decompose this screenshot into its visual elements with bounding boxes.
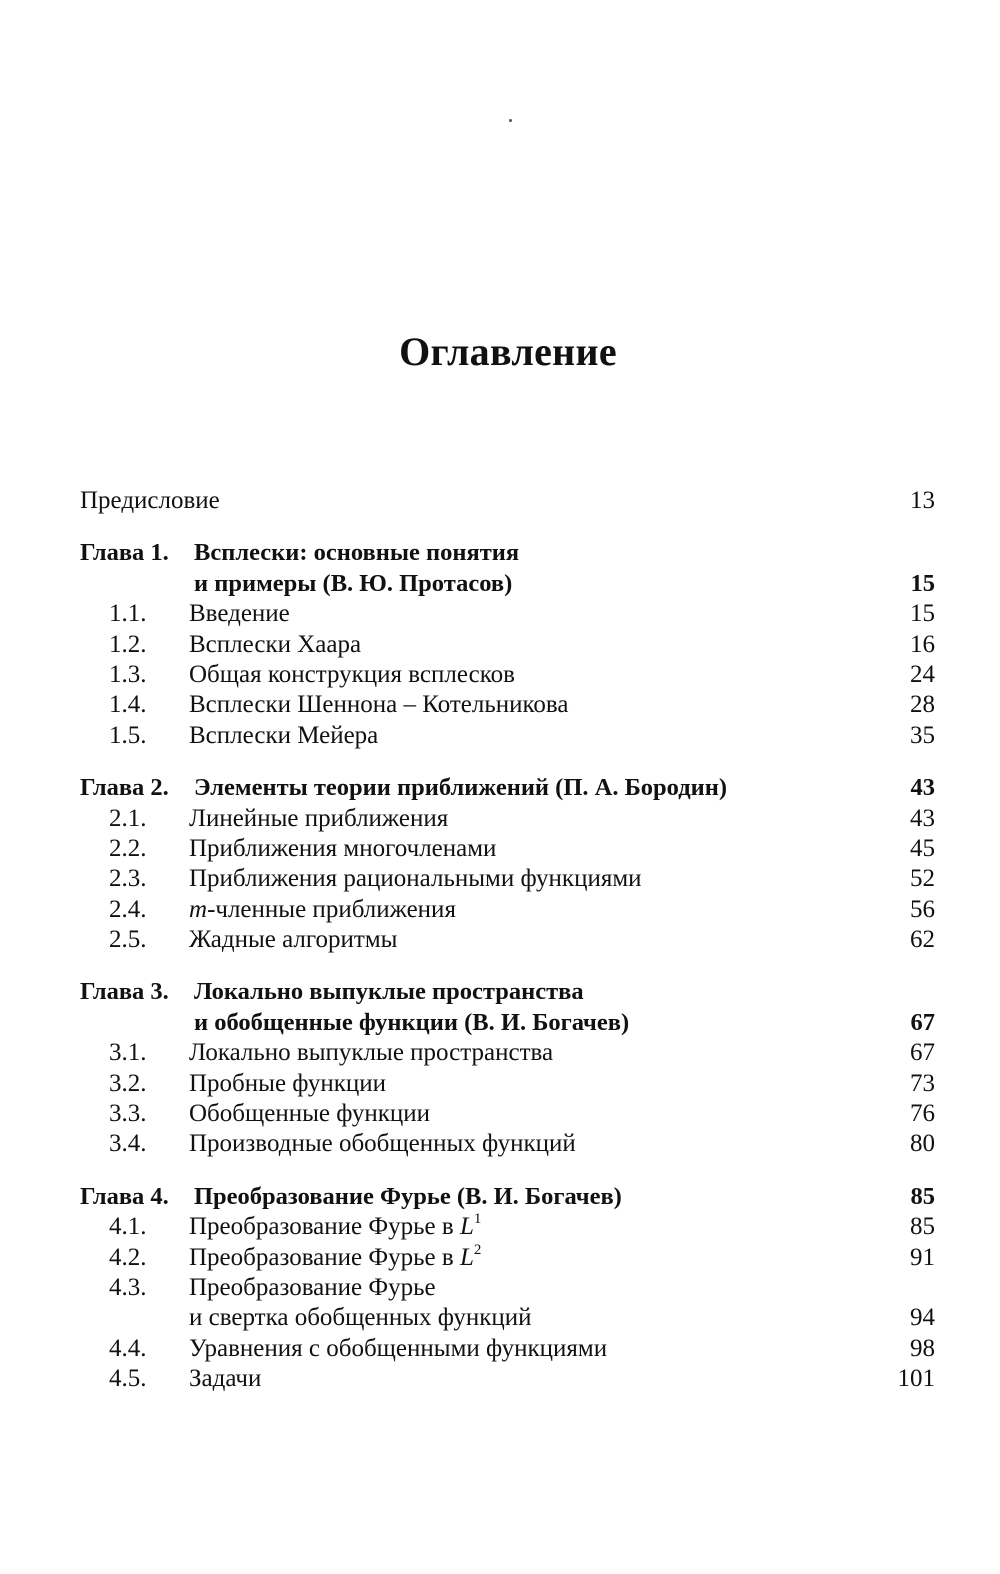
section-number: 2.4. xyxy=(109,895,147,923)
toc-chapter-4[interactable] xyxy=(80,1182,935,1212)
preface-page: 13 xyxy=(910,487,935,514)
section-page: 80 xyxy=(910,1130,935,1158)
chapter-2-prefix: Глава 2. xyxy=(80,774,169,802)
section-page: 67 xyxy=(910,1039,935,1067)
section-title: Общая конструкция всплесков xyxy=(189,660,515,688)
section-page: 43 xyxy=(910,804,935,832)
toc-section-4-3-line-2[interactable] xyxy=(80,1303,935,1333)
toc-section-4-5[interactable] xyxy=(80,1364,935,1394)
section-title: Введение xyxy=(189,600,290,628)
toc-section-2-4[interactable] xyxy=(80,895,935,925)
section-title: Всплески Шеннона – Котельникова xyxy=(189,691,569,719)
section-page: 91 xyxy=(910,1243,935,1271)
section-title-line-2: и свертка обобщенных функций xyxy=(189,1304,532,1332)
toc-section-3-4[interactable] xyxy=(80,1129,935,1159)
section-number: 2.1. xyxy=(109,804,147,832)
section-title-line-1: Преобразование Фурье xyxy=(189,1273,436,1301)
section-title: Всплески Мейера xyxy=(189,721,379,749)
chapter-2-page: 43 xyxy=(910,774,935,802)
section-page: 62 xyxy=(910,926,935,954)
chapter-3-page: 67 xyxy=(910,1008,935,1036)
math-superscript: 2 xyxy=(473,1241,482,1258)
toc-section-3-3[interactable] xyxy=(80,1099,935,1129)
section-title xyxy=(189,895,456,925)
toc-section-1-2[interactable] xyxy=(80,630,935,660)
section-number: 2.3. xyxy=(109,865,147,893)
section-title: Приближения рациональными функциями xyxy=(189,865,642,893)
preface-label: Предисловие xyxy=(80,487,220,514)
table-of-contents xyxy=(80,486,935,1395)
toc-section-3-2[interactable] xyxy=(80,1069,935,1099)
chapter-1-prefix: Глава 1. xyxy=(80,539,169,567)
chapter-3-title-line-2: и обобщенные функции (В. И. Богачев) xyxy=(194,1008,630,1036)
section-number: 4.5. xyxy=(109,1365,147,1393)
section-number: 4.4. xyxy=(109,1334,147,1362)
section-title: Пробные функции xyxy=(189,1069,387,1097)
math-variable: m xyxy=(189,895,208,923)
toc-chapter-1-line-2[interactable] xyxy=(80,569,935,599)
chapter-1-page: 15 xyxy=(910,569,935,597)
chapter-4-page: 85 xyxy=(910,1182,935,1210)
section-number: 3.1. xyxy=(109,1039,147,1067)
toc-section-2-2[interactable] xyxy=(80,834,935,864)
toc-section-1-4[interactable] xyxy=(80,690,935,720)
toc-chapter-1-line-1[interactable] xyxy=(80,538,935,568)
section-page: 101 xyxy=(897,1365,935,1393)
section-title-text: Преобразование Фурье в xyxy=(189,1213,460,1241)
math-symbol: L xyxy=(459,1213,474,1241)
print-speck xyxy=(509,119,512,122)
toc-section-4-4[interactable] xyxy=(80,1334,935,1364)
toc-section-2-5[interactable] xyxy=(80,925,935,955)
toc-section-4-3-line-1[interactable] xyxy=(80,1273,935,1303)
section-title: Всплески Хаара xyxy=(189,630,362,658)
section-page: 15 xyxy=(910,600,935,628)
chapter-4-title: Преобразование Фурье (В. И. Богачев) xyxy=(194,1182,622,1210)
section-title: Задачи xyxy=(189,1365,262,1393)
section-title: Уравнения с обобщенными функциями xyxy=(189,1334,608,1362)
section-title: Жадные алгоритмы xyxy=(189,926,398,954)
toc-section-3-1[interactable] xyxy=(80,1038,935,1068)
toc-section-1-3[interactable] xyxy=(80,660,935,690)
chapter-1-title-line-1: Всплески: основные понятия xyxy=(194,539,520,567)
toc-chapter-2[interactable] xyxy=(80,773,935,803)
section-number: 1.4. xyxy=(109,691,147,719)
toc-preface[interactable] xyxy=(80,486,935,516)
section-number: 3.3. xyxy=(109,1100,147,1128)
toc-section-2-3[interactable] xyxy=(80,864,935,894)
math-superscript: 1 xyxy=(473,1211,482,1228)
section-page: 94 xyxy=(910,1304,935,1332)
section-title: Обобщенные функции xyxy=(189,1100,430,1128)
section-title-text: Преобразование Фурье в xyxy=(189,1243,460,1271)
toc-section-2-1[interactable] xyxy=(80,804,935,834)
section-number: 4.2. xyxy=(109,1243,147,1271)
toc-section-1-5[interactable] xyxy=(80,721,935,751)
toc-section-1-1[interactable] xyxy=(80,599,935,629)
chapter-4-prefix: Глава 4. xyxy=(80,1182,169,1210)
section-page: 45 xyxy=(910,834,935,862)
section-page: 16 xyxy=(910,630,935,658)
chapter-3-prefix: Глава 3. xyxy=(80,978,169,1006)
chapter-3-title-line-1: Локально выпуклые пространства xyxy=(194,978,584,1006)
chapter-1-title-line-2: и примеры (В. Ю. Протасов) xyxy=(194,569,513,597)
section-title: Производные обобщенных функций xyxy=(189,1130,576,1158)
section-page: 98 xyxy=(910,1334,935,1362)
math-symbol: L xyxy=(459,1243,474,1271)
section-number: 3.4. xyxy=(109,1130,147,1158)
section-number: 2.5. xyxy=(109,926,147,954)
section-number: 1.5. xyxy=(109,721,147,749)
section-title: Приближения многочленами xyxy=(189,834,497,862)
section-page: 35 xyxy=(910,721,935,749)
toc-chapter-3-line-1[interactable] xyxy=(80,977,935,1007)
section-page: 28 xyxy=(910,691,935,719)
section-number: 4.3. xyxy=(109,1273,147,1301)
section-page: 24 xyxy=(910,660,935,688)
section-page: 73 xyxy=(910,1069,935,1097)
section-title xyxy=(189,1212,481,1242)
page-title: Оглавление xyxy=(399,329,617,374)
section-page: 85 xyxy=(910,1213,935,1241)
toc-section-4-1[interactable] xyxy=(80,1212,935,1242)
chapter-2-title: Элементы теории приближений (П. А. Бородин) xyxy=(194,774,727,802)
section-title: Линейные приближения xyxy=(189,804,449,832)
section-title xyxy=(189,1243,481,1273)
section-number: 1.1. xyxy=(109,600,147,628)
section-number: 1.2. xyxy=(109,630,147,658)
section-number: 2.2. xyxy=(109,834,147,862)
section-title-text: -членные приближения xyxy=(207,895,456,923)
toc-chapter-3-line-2[interactable] xyxy=(80,1008,935,1038)
section-page: 52 xyxy=(910,865,935,893)
section-number: 4.1. xyxy=(109,1213,147,1241)
section-page: 56 xyxy=(910,895,935,923)
section-title: Локально выпуклые пространства xyxy=(189,1039,554,1067)
section-page: 76 xyxy=(910,1100,935,1128)
section-number: 1.3. xyxy=(109,660,147,688)
toc-section-4-2[interactable] xyxy=(80,1243,935,1273)
section-number: 3.2. xyxy=(109,1069,147,1097)
